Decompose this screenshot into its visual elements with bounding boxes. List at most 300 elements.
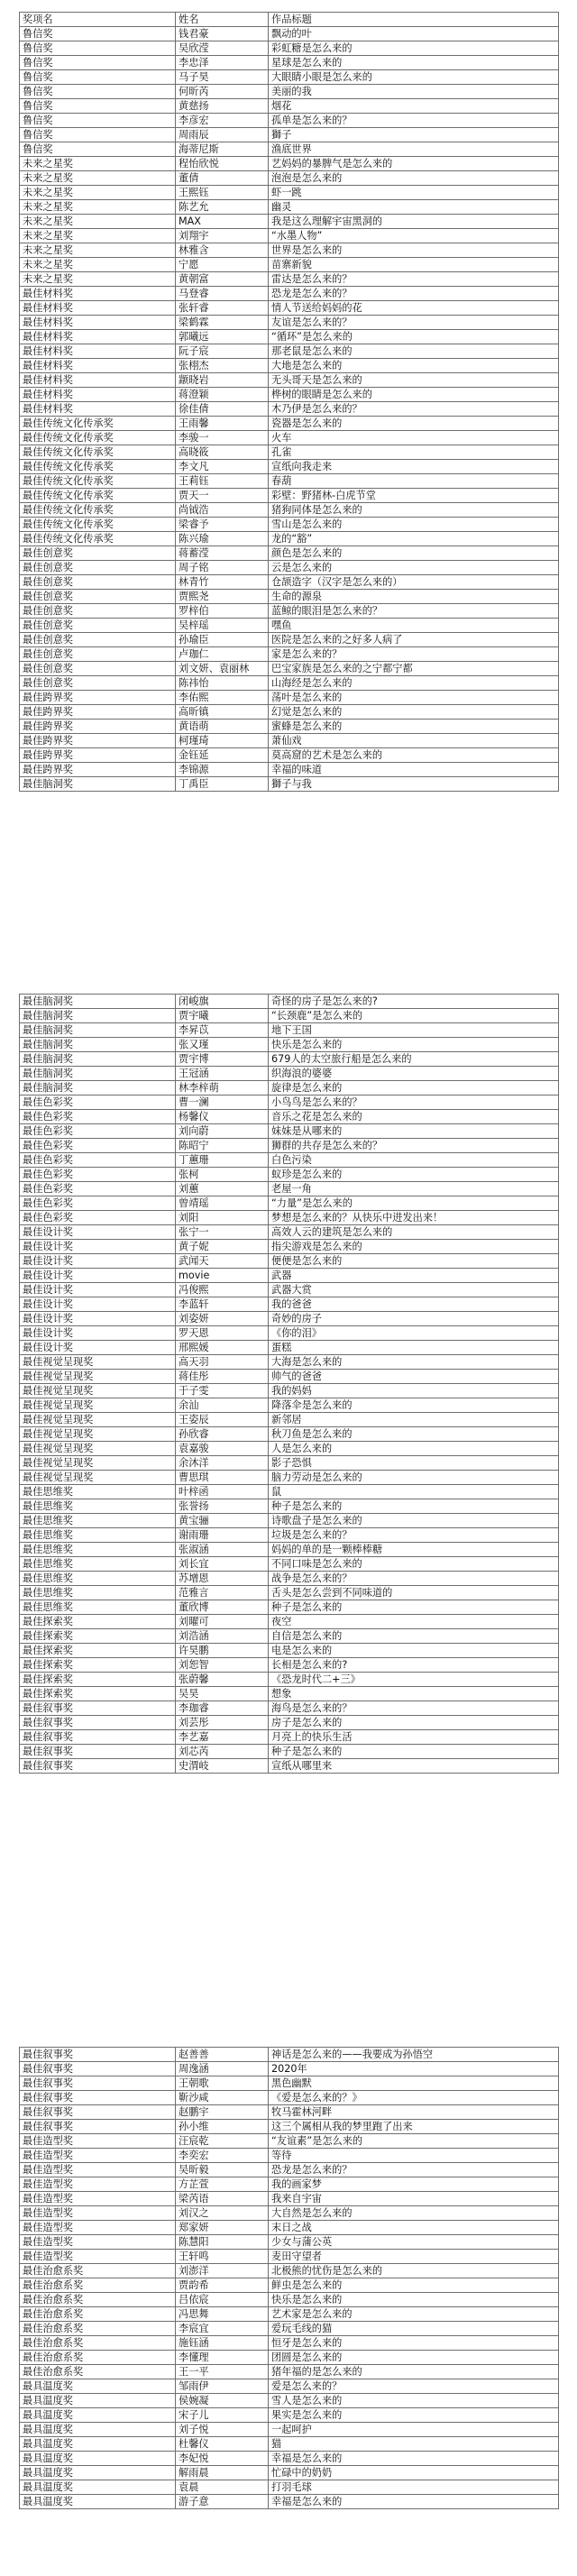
- table-row: [20, 1427, 559, 1442]
- name-cell: 赵善善: [176, 2048, 269, 2062]
- award-cell: 最佳造型奖: [20, 2235, 176, 2250]
- title-cell: 梦想是怎么来的？从快乐中进发出来！: [269, 1211, 559, 1225]
- table-row: [20, 561, 559, 575]
- award-cell: 最佳叙事奖: [20, 1745, 176, 1759]
- award-cell: 鲁信奖: [20, 41, 176, 56]
- name-cell: 王姿辰: [176, 1413, 269, 1427]
- table-row: [20, 2480, 559, 2495]
- table-row: [20, 1168, 559, 1182]
- title-cell: 蛋糕: [269, 1341, 559, 1355]
- award-cell: 最佳设计奖: [20, 1283, 176, 1297]
- table-row: [20, 1600, 559, 1615]
- name-cell: 陈昭宁: [176, 1139, 269, 1153]
- title-cell: 雷达是怎么来的？: [269, 272, 559, 287]
- award-cell: 鲁信奖: [20, 56, 176, 70]
- name-cell: 孙欣睿: [176, 1427, 269, 1442]
- award-cell: 最佳叙事奖: [20, 1716, 176, 1730]
- award-cell: 最佳视觉呈现奖: [20, 1398, 176, 1413]
- table-row: [20, 1182, 559, 1196]
- title-cell: 我来自宇宙: [269, 2192, 559, 2206]
- award-cell: 最佳造型奖: [20, 2177, 176, 2192]
- award-cell: 最佳叙事奖: [20, 2062, 176, 2076]
- title-cell: 云是怎么来的: [269, 561, 559, 575]
- table-row: [20, 1745, 559, 1759]
- title-cell: 大眼睛小眼是怎么来的: [269, 70, 559, 85]
- name-cell: 梁睿予: [176, 518, 269, 532]
- name-cell: 刘芸彤: [176, 1716, 269, 1730]
- award-cell: 最具温度奖: [20, 2452, 176, 2466]
- title-cell: “长颈鹿”是怎么来的: [269, 1009, 559, 1023]
- table-row: [20, 1687, 559, 1701]
- table-row: [20, 243, 559, 258]
- table-row: [20, 200, 559, 215]
- title-cell: “力量”是怎么来的: [269, 1196, 559, 1211]
- award-cell: 最佳脑洞奖: [20, 1052, 176, 1067]
- name-cell: 海蒂尼斯: [176, 142, 269, 157]
- award-cell: 最佳叙事奖: [20, 1759, 176, 1774]
- table-row: [20, 316, 559, 330]
- title-cell: 苗寨新貌: [269, 258, 559, 272]
- award-cell: 最佳创意奖: [20, 662, 176, 676]
- award-cell: 最具温度奖: [20, 2495, 176, 2509]
- award-cell: 未来之星奖: [20, 215, 176, 229]
- title-cell: 大自然是怎么来的: [269, 2206, 559, 2221]
- title-cell: 战争是怎么来的？: [269, 1572, 559, 1586]
- table-row: [20, 1384, 559, 1398]
- table-row: [20, 1038, 559, 1052]
- title-cell: 医院是怎么来的之好多人病了: [269, 633, 559, 647]
- table-row: [20, 489, 559, 503]
- award-cell: 最佳色彩奖: [20, 1110, 176, 1124]
- title-cell: 那老鼠是怎么来的: [269, 344, 559, 359]
- name-cell: 汪宸乾: [176, 2134, 269, 2149]
- name-cell: 张宁一: [176, 1225, 269, 1240]
- award-cell: 未来之星奖: [20, 272, 176, 287]
- title-cell: 恒牙是怎么来的: [269, 2336, 559, 2351]
- award-cell: 最佳治愈系奖: [20, 2336, 176, 2351]
- title-cell: 飘动的叶: [269, 27, 559, 41]
- name-cell: 刘子悦: [176, 2423, 269, 2437]
- title-cell: 春葫: [269, 474, 559, 489]
- table-row: [20, 518, 559, 532]
- name-cell: 贾宇博: [176, 1052, 269, 1067]
- table-row: [20, 2235, 559, 2250]
- title-cell: 火车: [269, 431, 559, 445]
- table-row: [20, 720, 559, 734]
- table-row: [20, 171, 559, 186]
- award-cell: 未来之星奖: [20, 171, 176, 186]
- award-cell: 最佳跨界奖: [20, 691, 176, 705]
- table-row: [20, 1586, 559, 1600]
- award-cell: 最佳思维奖: [20, 1499, 176, 1514]
- name-cell: 黄子妮: [176, 1240, 269, 1254]
- award-cell: 最佳脑洞奖: [20, 1023, 176, 1038]
- title-cell: 武器: [269, 1269, 559, 1283]
- title-cell: 鼠: [269, 1485, 559, 1499]
- table-row: [20, 128, 559, 142]
- table-row: [20, 1240, 559, 1254]
- table-row: [20, 2177, 559, 2192]
- table-row: [20, 1759, 559, 1774]
- table-row: [20, 301, 559, 316]
- award-cell: 最佳思维奖: [20, 1485, 176, 1499]
- name-cell: movie: [176, 1269, 269, 1283]
- title-cell: 奇妙的房子: [269, 1312, 559, 1326]
- award-cell: 最佳叙事奖: [20, 2105, 176, 2120]
- award-cell: 最佳治愈系奖: [20, 2293, 176, 2307]
- title-cell: “水墨人物”: [269, 229, 559, 243]
- title-cell: 神话是怎么来的——我要成为孙悟空: [269, 2048, 559, 2062]
- name-cell: 卢珈仁: [176, 647, 269, 662]
- name-cell: 刘曜可: [176, 1615, 269, 1629]
- name-cell: 刘芯芮: [176, 1745, 269, 1759]
- table-row: [20, 330, 559, 344]
- title-cell: 幽灵: [269, 200, 559, 215]
- award-cell: 未来之星奖: [20, 186, 176, 200]
- award-cell: 最佳创意奖: [20, 561, 176, 575]
- table-header-row: [20, 13, 559, 27]
- title-cell: 蜜蜂是怎么来的: [269, 720, 559, 734]
- title-cell: 武器大赏: [269, 1283, 559, 1297]
- name-cell: 张轩睿: [176, 301, 269, 316]
- table-row: [20, 2495, 559, 2509]
- awards-table-2: [19, 994, 559, 1774]
- name-cell: 刘翔宇: [176, 229, 269, 243]
- title-cell: 人是怎么来的: [269, 1442, 559, 1456]
- name-cell: 贾韵希: [176, 2278, 269, 2293]
- table-row: [20, 575, 559, 590]
- title-cell: 狮群的共存是怎么来的？: [269, 1139, 559, 1153]
- name-cell: 李锦源: [176, 763, 269, 777]
- title-cell: 我是这么理解宇宙黑洞的: [269, 215, 559, 229]
- title-cell: 恐龙是怎么来的？: [269, 287, 559, 301]
- title-cell: 世界是怎么来的: [269, 243, 559, 258]
- award-cell: 鲁信奖: [20, 27, 176, 41]
- award-cell: 最佳叙事奖: [20, 2120, 176, 2134]
- title-cell: 果实是怎么来的: [269, 2408, 559, 2423]
- name-cell: 于子雯: [176, 1384, 269, 1398]
- name-cell: 吴昕毅: [176, 2163, 269, 2177]
- title-cell: 末日之战: [269, 2221, 559, 2235]
- title-cell: 彩壁：野猪林-白虎节堂: [269, 489, 559, 503]
- name-cell: 冯俊熙: [176, 1283, 269, 1297]
- award-cell: 最佳治愈系奖: [20, 2351, 176, 2365]
- awards-sheet-1: [19, 12, 558, 792]
- title-cell: 音乐之花是怎么来的: [269, 1110, 559, 1124]
- title-cell: 雪人是怎么来的: [269, 2394, 559, 2408]
- award-cell: 最佳创意奖: [20, 590, 176, 604]
- name-cell: 刘阳: [176, 1211, 269, 1225]
- award-cell: 最佳视觉呈现奖: [20, 1355, 176, 1370]
- name-cell: 王冠涵: [176, 1067, 269, 1081]
- table-row: [20, 344, 559, 359]
- table-row: [20, 2307, 559, 2322]
- name-cell: 范雅言: [176, 1586, 269, 1600]
- title-cell: 帅气的爸爸: [269, 1370, 559, 1384]
- table-row: [20, 1139, 559, 1153]
- table-row: [20, 388, 559, 402]
- table-row: [20, 1528, 559, 1543]
- title-cell: 艺妈妈的暴脾气是怎么来的: [269, 157, 559, 171]
- award-cell: 最佳设计奖: [20, 1326, 176, 1341]
- name-cell: 贾熙尧: [176, 590, 269, 604]
- table-row: [20, 1225, 559, 1240]
- award-cell: 最佳跨界奖: [20, 720, 176, 734]
- title-cell: 老屋一角: [269, 1182, 559, 1196]
- title-cell: 木乃伊是怎么来的？: [269, 402, 559, 417]
- table-row: [20, 41, 559, 56]
- table-row: [20, 1269, 559, 1283]
- title-cell: 泡泡是怎么来的: [269, 171, 559, 186]
- table-row: [20, 2192, 559, 2206]
- name-cell: MAX: [176, 215, 269, 229]
- award-cell: 最具温度奖: [20, 2437, 176, 2452]
- table-row: [20, 1023, 559, 1038]
- table-row: [20, 359, 559, 373]
- title-cell: 2020年: [269, 2062, 559, 2076]
- name-cell: 王一平: [176, 2365, 269, 2379]
- award-cell: 最佳造型奖: [20, 2134, 176, 2149]
- table-row: [20, 1413, 559, 1427]
- name-cell: 林青竹: [176, 575, 269, 590]
- table-row: [20, 1456, 559, 1471]
- award-cell: 最佳思维奖: [20, 1514, 176, 1528]
- name-cell: 罗天恩: [176, 1326, 269, 1341]
- title-cell: 瓷器是怎么来的: [269, 417, 559, 431]
- table-row: [20, 1052, 559, 1067]
- title-cell: 獅子: [269, 128, 559, 142]
- table-row: [20, 1557, 559, 1572]
- award-cell: 最佳脑洞奖: [20, 1009, 176, 1023]
- title-cell: 仓颉造字（汉字是怎么来的）: [269, 575, 559, 590]
- name-cell: 杨馨仪: [176, 1110, 269, 1124]
- title-cell: 蓝鲸的眼泪是怎么来的？: [269, 604, 559, 619]
- title-cell: 大地是怎么来的: [269, 359, 559, 373]
- award-cell: 最佳跨界奖: [20, 748, 176, 763]
- table-row: [20, 2062, 559, 2076]
- title-cell: 颜色是怎么来的: [269, 546, 559, 561]
- name-cell: 马子昊: [176, 70, 269, 85]
- award-cell: 未来之星奖: [20, 229, 176, 243]
- title-cell: 黑色幽默: [269, 2076, 559, 2091]
- name-cell: 金钰延: [176, 748, 269, 763]
- award-cell: 最佳造型奖: [20, 2206, 176, 2221]
- title-cell: 团圆是怎么来的: [269, 2351, 559, 2365]
- award-cell: 最佳设计奖: [20, 1225, 176, 1240]
- table-row: [20, 662, 559, 676]
- title-cell: 垃圾是怎么来的？: [269, 1528, 559, 1543]
- name-cell: 周雨辰: [176, 128, 269, 142]
- title-cell: 猫: [269, 2437, 559, 2452]
- name-cell: 张誉扬: [176, 1499, 269, 1514]
- award-cell: 最佳脑洞奖: [20, 777, 176, 792]
- title-cell: 孤单是怎么来的？: [269, 114, 559, 128]
- title-cell: 烟花: [269, 99, 559, 114]
- title-cell: 猪年福的是怎么来的: [269, 2365, 559, 2379]
- table-row: [20, 1009, 559, 1023]
- name-cell: 解雨晨: [176, 2466, 269, 2480]
- title-cell: 宣纸从哪里来: [269, 1759, 559, 1774]
- title-cell: 美丽的我: [269, 85, 559, 99]
- name-cell: 曹思琪: [176, 1471, 269, 1485]
- award-cell: 未来之星奖: [20, 200, 176, 215]
- name-cell: 曹一澜: [176, 1095, 269, 1110]
- award-cell: 最佳色彩奖: [20, 1196, 176, 1211]
- table-row: [20, 2293, 559, 2307]
- name-cell: 程怡欣悦: [176, 157, 269, 171]
- title-cell: 牧马霍林河畔: [269, 2105, 559, 2120]
- title-cell: 幸福的味道: [269, 763, 559, 777]
- title-cell: 萧仙戏: [269, 734, 559, 748]
- award-cell: 鲁信奖: [20, 99, 176, 114]
- name-cell: 方芷萱: [176, 2177, 269, 2192]
- title-cell: 少女与蒲公英: [269, 2235, 559, 2250]
- title-cell: 龙的“豁”: [269, 532, 559, 546]
- table-row: [20, 2351, 559, 2365]
- name-cell: 黄慈扬: [176, 99, 269, 114]
- title-cell: 嘿鱼: [269, 619, 559, 633]
- awards-sheet-2: [19, 994, 558, 1774]
- table-row: [20, 2105, 559, 2120]
- name-cell: 冯思舞: [176, 2307, 269, 2322]
- table-row: [20, 1081, 559, 1095]
- title-cell: 种子是怎么来的: [269, 1499, 559, 1514]
- table-row: [20, 56, 559, 70]
- award-cell: 最佳探索奖: [20, 1615, 176, 1629]
- title-cell: 我的画家梦: [269, 2177, 559, 2192]
- table-row: [20, 99, 559, 114]
- award-cell: 最具温度奖: [20, 2408, 176, 2423]
- title-cell: 爱是怎么来的？: [269, 2379, 559, 2394]
- title-cell: 高效人云的建筑是怎么来的: [269, 1225, 559, 1240]
- name-cell: 罗梓伯: [176, 604, 269, 619]
- award-cell: 最佳色彩奖: [20, 1182, 176, 1196]
- table-row: [20, 734, 559, 748]
- title-cell: 织海浪的婆婆: [269, 1067, 559, 1081]
- name-cell: 蒋蓄滢: [176, 546, 269, 561]
- table-row: [20, 1153, 559, 1168]
- table-row: [20, 1499, 559, 1514]
- title-cell: 恐龙是怎么来的？: [269, 2163, 559, 2177]
- name-cell: 贾天一: [176, 489, 269, 503]
- table-row: [20, 1326, 559, 1341]
- table-row: [20, 546, 559, 561]
- awards-sheet-3: [19, 2047, 558, 2509]
- name-cell: 闭峻旗: [176, 995, 269, 1009]
- name-cell: 李奕宏: [176, 2149, 269, 2163]
- title-cell: 山海经是怎么来的: [269, 676, 559, 691]
- table-row: [20, 763, 559, 777]
- table-row: [20, 2163, 559, 2177]
- table-row: [20, 633, 559, 647]
- award-cell: 最佳治愈系奖: [20, 2307, 176, 2322]
- title-cell: 新邻居: [269, 1413, 559, 1427]
- table-row: [20, 2250, 559, 2264]
- title-cell: 幸福是怎么来的: [269, 2452, 559, 2466]
- award-cell: 最佳色彩奖: [20, 1095, 176, 1110]
- name-cell: 蒋佳彤: [176, 1370, 269, 1384]
- table-row: [20, 186, 559, 200]
- title-cell: 虾一跳: [269, 186, 559, 200]
- award-cell: 最佳探索奖: [20, 1644, 176, 1658]
- table-row: [20, 604, 559, 619]
- table-row: [20, 1095, 559, 1110]
- name-cell: 张又瑾: [176, 1038, 269, 1052]
- award-cell: 最佳材料奖: [20, 359, 176, 373]
- name-cell: 靳沙咸: [176, 2091, 269, 2105]
- name-cell: 何昕芮: [176, 85, 269, 99]
- award-cell: 最佳材料奖: [20, 316, 176, 330]
- name-cell: 邢熙媛: [176, 1341, 269, 1355]
- name-cell: 李昇苡: [176, 1023, 269, 1038]
- name-cell: 李妃悦: [176, 2452, 269, 2466]
- name-cell: 陈慧阳: [176, 2235, 269, 2250]
- name-cell: 黄朝富: [176, 272, 269, 287]
- title-cell: 妈妈的单的是一颗棒棒糖: [269, 1543, 559, 1557]
- name-cell: 史渭岐: [176, 1759, 269, 1774]
- name-cell: 谢雨珊: [176, 1528, 269, 1543]
- title-cell: 《你的泪》: [269, 1326, 559, 1341]
- award-cell: 最佳创意奖: [20, 546, 176, 561]
- title-cell: 海鸟是怎么来的？: [269, 1701, 559, 1716]
- name-cell: 蒋澄颖: [176, 388, 269, 402]
- award-cell: 最佳思维奖: [20, 1572, 176, 1586]
- name-cell: 李佑熙: [176, 691, 269, 705]
- title-cell: 舌头是怎么尝到不同味道的: [269, 1586, 559, 1600]
- table-row: [20, 2466, 559, 2480]
- award-cell: 未来之星奖: [20, 157, 176, 171]
- award-cell: 最佳创意奖: [20, 633, 176, 647]
- award-cell: 最佳创意奖: [20, 575, 176, 590]
- name-cell: 王雨馨: [176, 417, 269, 431]
- award-cell: 鲁信奖: [20, 85, 176, 99]
- title-cell: 我的爸爸: [269, 1297, 559, 1312]
- header-award: 奖项名: [20, 13, 176, 27]
- title-cell: 快乐是怎么来的: [269, 1038, 559, 1052]
- title-cell: 降落伞是怎么来的: [269, 1398, 559, 1413]
- title-cell: 电是怎么来的: [269, 1644, 559, 1658]
- title-cell: 蚁珍是怎么来的: [269, 1168, 559, 1182]
- title-cell: 影子恐惧: [269, 1456, 559, 1471]
- title-cell: 等待: [269, 2149, 559, 2163]
- award-cell: 最佳脑洞奖: [20, 1067, 176, 1081]
- name-cell: 王轩鸣: [176, 2250, 269, 2264]
- title-cell: 幻觉是怎么来的: [269, 705, 559, 720]
- title-cell: 奇怪的房子是怎么来的?: [269, 995, 559, 1009]
- name-cell: 柯瑾琦: [176, 734, 269, 748]
- name-cell: 董欣博: [176, 1600, 269, 1615]
- name-cell: 刘恕智: [176, 1658, 269, 1673]
- title-cell: 我的妈妈: [269, 1384, 559, 1398]
- award-cell: 最佳材料奖: [20, 301, 176, 316]
- name-cell: 王莉钰: [176, 474, 269, 489]
- name-cell: 李懂理: [176, 2351, 269, 2365]
- award-cell: 鲁信奖: [20, 70, 176, 85]
- table-row: [20, 2365, 559, 2379]
- award-cell: 最佳传统文化传承奖: [20, 474, 176, 489]
- name-cell: 梁芮语: [176, 2192, 269, 2206]
- name-cell: 宋子儿: [176, 2408, 269, 2423]
- title-cell: 宣纸向我走来: [269, 460, 559, 474]
- name-cell: 贾宇曦: [176, 1009, 269, 1023]
- title-cell: 麦田守望者: [269, 2250, 559, 2264]
- award-cell: 最佳视觉呈现奖: [20, 1413, 176, 1427]
- award-cell: 最佳脑洞奖: [20, 1081, 176, 1095]
- award-cell: 最佳脑洞奖: [20, 1038, 176, 1052]
- table-row: [20, 619, 559, 633]
- title-cell: 忙碌中的奶奶: [269, 2466, 559, 2480]
- name-cell: 李宸宜: [176, 2322, 269, 2336]
